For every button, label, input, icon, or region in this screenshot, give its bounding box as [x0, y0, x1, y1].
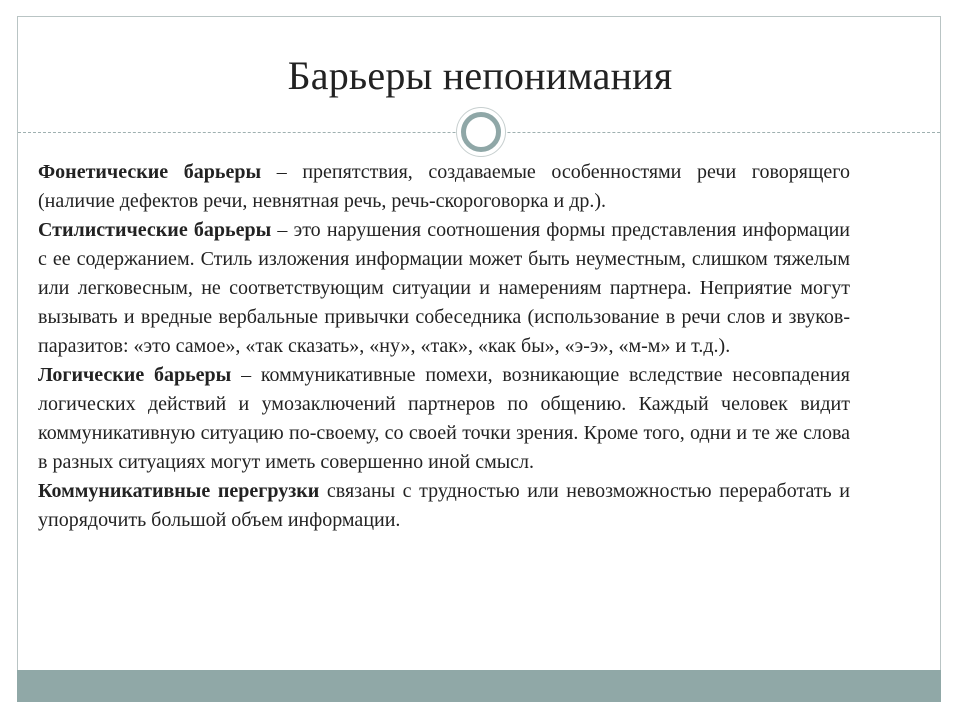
slide-body [38, 158, 850, 535]
paragraph-stylistic [38, 216, 850, 361]
text-phonetic: – препятствия, создаваемые особенностями речи говорящего (наличие дефектов речи, невнятная речь, речь-скороговорка и др.). [38, 161, 850, 212]
paragraph-phonetic [38, 158, 850, 216]
term-overload: Коммуникативные перегрузки [38, 480, 320, 502]
footer-accent-bar [17, 670, 941, 702]
text-logical: – коммуникативные помехи, возникающие вследствие несовпадения логических действий и умозаключений партнеров по общению. Каждый человек видит коммуникативную ситуацию по-своему, со своей точки зрения. Кроме того, одни и те же слова в разных ситуациях могут иметь совершенно иной смысл. [38, 364, 850, 473]
circle-ring-ornament-icon [461, 112, 501, 152]
slide-title: Барьеры непонимания [287, 53, 673, 98]
term-stylistic: Стилистические барьеры [38, 219, 272, 241]
text-stylistic: – это нарушения соотношения формы представления информации с ее содержанием. Стиль изложения информации может быть неуместным, слишком тяжелым или легковесным, не соответствующим ситуации и намерениям партнера. Неприятие могут вызывать и вредные вербальные привычки собеседника (использование в речи слов и звуков-паразитов: «это самое», «так сказать», «ну», «так», «как бы», «э-э», «м-м» и т.д.). [38, 219, 851, 357]
text-overload: связаны с трудностью или невозможностью переработать и упорядочить большой объем информации. [38, 480, 850, 531]
paragraph-logical [38, 361, 850, 477]
term-logical: Логические барьеры [38, 364, 232, 386]
paragraph-overload [38, 477, 850, 535]
term-phonetic: Фонетические барьеры [38, 161, 262, 183]
